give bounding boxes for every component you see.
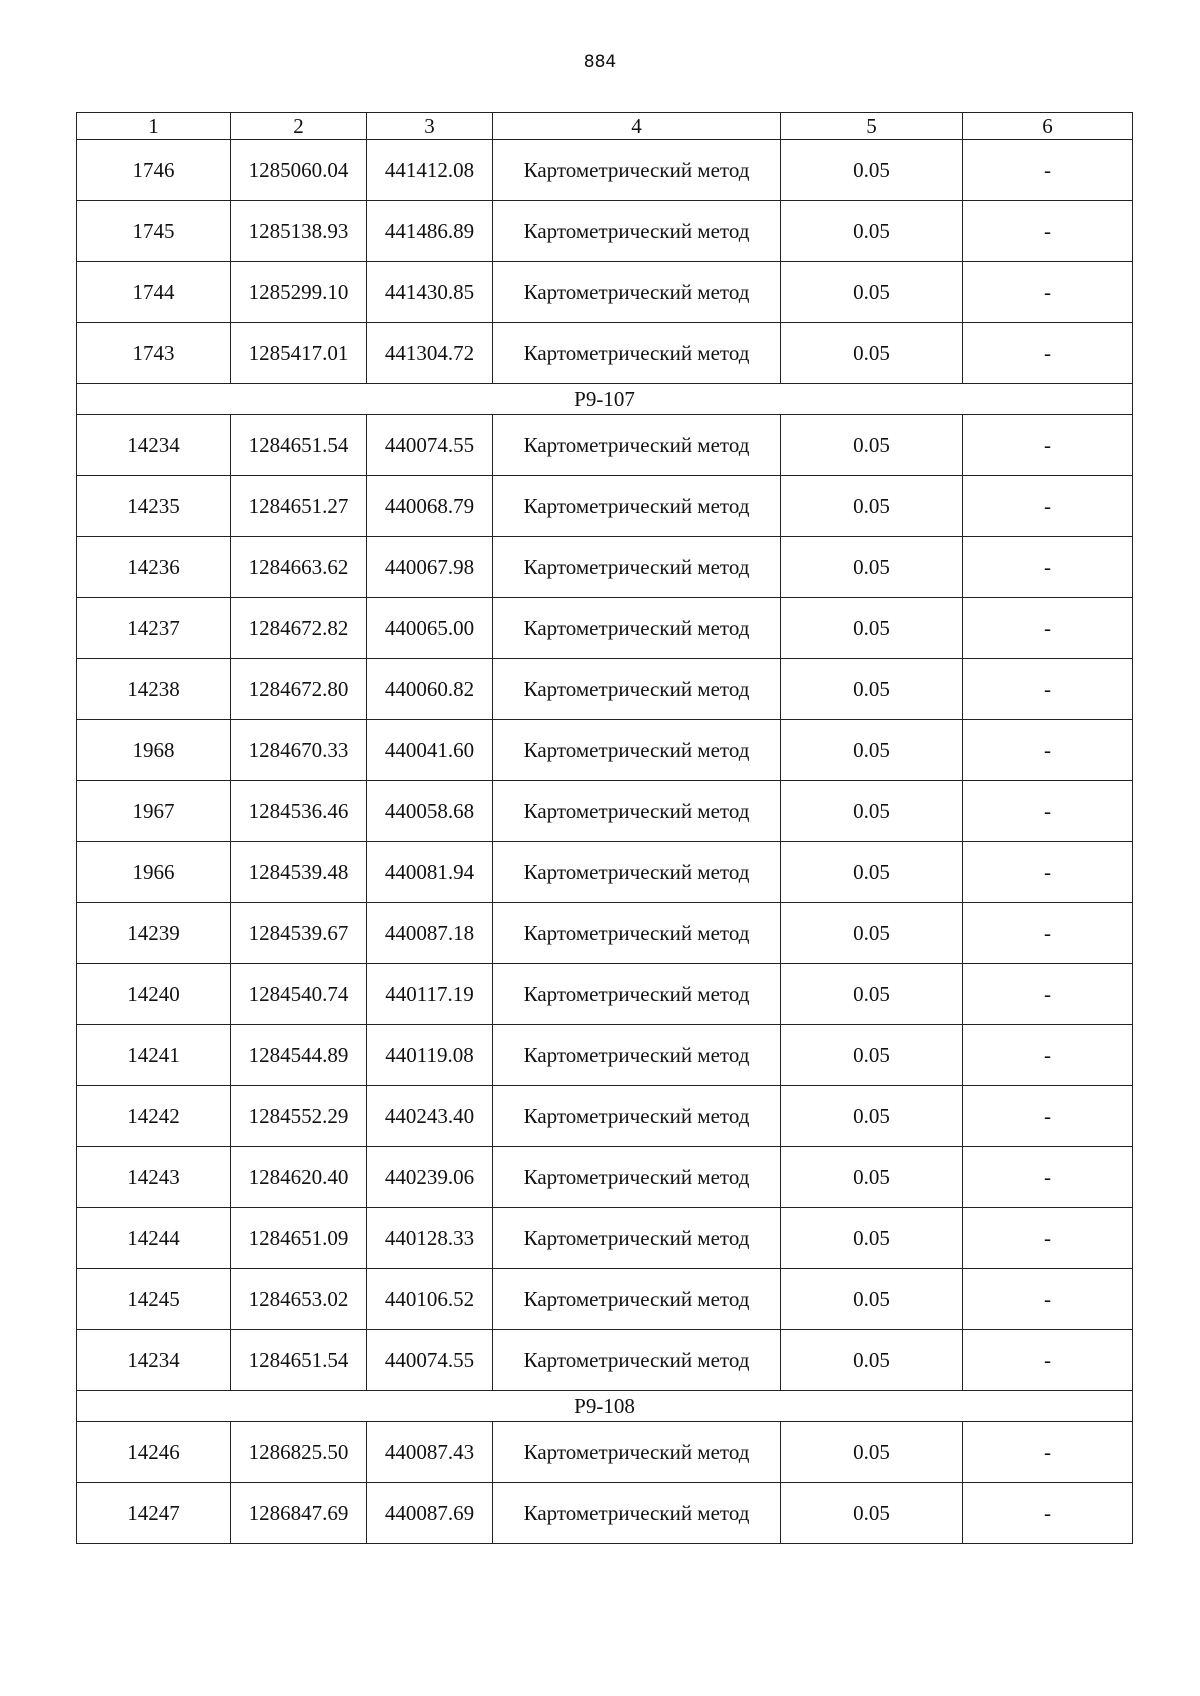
y-coordinate-cell: 441304.72 (367, 323, 493, 384)
section-title: Р9-108 (77, 1391, 1133, 1422)
x-coordinate-cell: 1284540.74 (231, 964, 367, 1025)
note-cell: - (963, 1330, 1133, 1391)
point-number-cell: 14234 (77, 415, 231, 476)
method-cell: Картометрический метод (493, 842, 781, 903)
method-cell: Картометрический метод (493, 903, 781, 964)
y-coordinate-cell: 440058.68 (367, 781, 493, 842)
section-title-row (77, 1391, 1133, 1422)
table-row (77, 140, 1133, 201)
x-coordinate-cell: 1284539.67 (231, 903, 367, 964)
x-coordinate-cell: 1284544.89 (231, 1025, 367, 1086)
y-coordinate-cell: 440074.55 (367, 1330, 493, 1391)
point-number-cell: 14247 (77, 1483, 231, 1544)
y-coordinate-cell: 441412.08 (367, 140, 493, 201)
method-cell: Картометрический метод (493, 415, 781, 476)
table-row (77, 964, 1133, 1025)
table-row (77, 659, 1133, 720)
note-cell: - (963, 1086, 1133, 1147)
method-cell: Картометрический метод (493, 1147, 781, 1208)
method-cell: Картометрический метод (493, 781, 781, 842)
table-row (77, 842, 1133, 903)
x-coordinate-cell: 1284539.48 (231, 842, 367, 903)
x-coordinate-cell: 1284672.82 (231, 598, 367, 659)
method-cell: Картометрический метод (493, 201, 781, 262)
note-cell: - (963, 598, 1133, 659)
x-coordinate-cell: 1284651.54 (231, 415, 367, 476)
point-number-cell: 14238 (77, 659, 231, 720)
note-cell: - (963, 842, 1133, 903)
point-number-cell: 14235 (77, 476, 231, 537)
note-cell: - (963, 1483, 1133, 1544)
x-coordinate-cell: 1284651.09 (231, 1208, 367, 1269)
x-coordinate-cell: 1285138.93 (231, 201, 367, 262)
method-cell: Картометрический метод (493, 537, 781, 598)
method-cell: Картометрический метод (493, 323, 781, 384)
table-row (77, 537, 1133, 598)
y-coordinate-cell: 440081.94 (367, 842, 493, 903)
note-cell: - (963, 1208, 1133, 1269)
y-coordinate-cell: 440041.60 (367, 720, 493, 781)
table-row (77, 1422, 1133, 1483)
table-row (77, 1269, 1133, 1330)
accuracy-cell: 0.05 (781, 262, 963, 323)
column-header-5: 5 (781, 113, 963, 140)
column-header-2: 2 (231, 113, 367, 140)
table-row (77, 1086, 1133, 1147)
point-number-cell: 14236 (77, 537, 231, 598)
accuracy-cell: 0.05 (781, 1147, 963, 1208)
point-number-cell: 1744 (77, 262, 231, 323)
accuracy-cell: 0.05 (781, 1208, 963, 1269)
column-header-3: 3 (367, 113, 493, 140)
x-coordinate-cell: 1284651.27 (231, 476, 367, 537)
point-number-cell: 14242 (77, 1086, 231, 1147)
x-coordinate-cell: 1285060.04 (231, 140, 367, 201)
table-row (77, 323, 1133, 384)
point-number-cell: 1966 (77, 842, 231, 903)
header-row (77, 113, 1133, 140)
y-coordinate-cell: 441486.89 (367, 201, 493, 262)
table-row (77, 1147, 1133, 1208)
note-cell: - (963, 262, 1133, 323)
x-coordinate-cell: 1284620.40 (231, 1147, 367, 1208)
accuracy-cell: 0.05 (781, 1269, 963, 1330)
table-row (77, 598, 1133, 659)
y-coordinate-cell: 440068.79 (367, 476, 493, 537)
accuracy-cell: 0.05 (781, 537, 963, 598)
y-coordinate-cell: 440087.18 (367, 903, 493, 964)
method-cell: Картометрический метод (493, 598, 781, 659)
y-coordinate-cell: 440087.43 (367, 1422, 493, 1483)
note-cell: - (963, 659, 1133, 720)
x-coordinate-cell: 1284672.80 (231, 659, 367, 720)
x-coordinate-cell: 1285417.01 (231, 323, 367, 384)
y-coordinate-cell: 440243.40 (367, 1086, 493, 1147)
y-coordinate-cell: 440117.19 (367, 964, 493, 1025)
column-header-1: 1 (77, 113, 231, 140)
method-cell: Картометрический метод (493, 1422, 781, 1483)
coordinates-table (76, 112, 1133, 1544)
section-title: Р9-107 (77, 384, 1133, 415)
note-cell: - (963, 323, 1133, 384)
accuracy-cell: 0.05 (781, 1330, 963, 1391)
point-number-cell: 14240 (77, 964, 231, 1025)
note-cell: - (963, 140, 1133, 201)
y-coordinate-cell: 440065.00 (367, 598, 493, 659)
table-row (77, 1025, 1133, 1086)
x-coordinate-cell: 1284670.33 (231, 720, 367, 781)
x-coordinate-cell: 1284651.54 (231, 1330, 367, 1391)
accuracy-cell: 0.05 (781, 903, 963, 964)
accuracy-cell: 0.05 (781, 842, 963, 903)
point-number-cell: 14239 (77, 903, 231, 964)
y-coordinate-cell: 440119.08 (367, 1025, 493, 1086)
table-row (77, 201, 1133, 262)
table-row (77, 476, 1133, 537)
section-title-row (77, 384, 1133, 415)
method-cell: Картометрический метод (493, 659, 781, 720)
point-number-cell: 14243 (77, 1147, 231, 1208)
y-coordinate-cell: 441430.85 (367, 262, 493, 323)
note-cell: - (963, 537, 1133, 598)
table-row (77, 1483, 1133, 1544)
table-row (77, 415, 1133, 476)
column-header-6: 6 (963, 113, 1133, 140)
note-cell: - (963, 1422, 1133, 1483)
method-cell: Картометрический метод (493, 1269, 781, 1330)
point-number-cell: 14237 (77, 598, 231, 659)
note-cell: - (963, 720, 1133, 781)
x-coordinate-cell: 1284653.02 (231, 1269, 367, 1330)
point-number-cell: 14234 (77, 1330, 231, 1391)
note-cell: - (963, 415, 1133, 476)
method-cell: Картометрический метод (493, 1208, 781, 1269)
point-number-cell: 1968 (77, 720, 231, 781)
method-cell: Картометрический метод (493, 720, 781, 781)
method-cell: Картометрический метод (493, 1086, 781, 1147)
method-cell: Картометрический метод (493, 1330, 781, 1391)
note-cell: - (963, 903, 1133, 964)
note-cell: - (963, 781, 1133, 842)
y-coordinate-cell: 440106.52 (367, 1269, 493, 1330)
x-coordinate-cell: 1284536.46 (231, 781, 367, 842)
note-cell: - (963, 476, 1133, 537)
point-number-cell: 1745 (77, 201, 231, 262)
accuracy-cell: 0.05 (781, 415, 963, 476)
table-row (77, 781, 1133, 842)
point-number-cell: 1743 (77, 323, 231, 384)
accuracy-cell: 0.05 (781, 1086, 963, 1147)
note-cell: - (963, 964, 1133, 1025)
table-row (77, 903, 1133, 964)
y-coordinate-cell: 440074.55 (367, 415, 493, 476)
note-cell: - (963, 1147, 1133, 1208)
table-body (77, 140, 1133, 1544)
x-coordinate-cell: 1284552.29 (231, 1086, 367, 1147)
accuracy-cell: 0.05 (781, 140, 963, 201)
point-number-cell: 1967 (77, 781, 231, 842)
y-coordinate-cell: 440239.06 (367, 1147, 493, 1208)
table-row (77, 1330, 1133, 1391)
accuracy-cell: 0.05 (781, 659, 963, 720)
point-number-cell: 14241 (77, 1025, 231, 1086)
point-number-cell: 14244 (77, 1208, 231, 1269)
note-cell: - (963, 1269, 1133, 1330)
page-number: 884 (583, 52, 617, 72)
x-coordinate-cell: 1285299.10 (231, 262, 367, 323)
y-coordinate-cell: 440060.82 (367, 659, 493, 720)
table-row (77, 720, 1133, 781)
accuracy-cell: 0.05 (781, 598, 963, 659)
accuracy-cell: 0.05 (781, 964, 963, 1025)
y-coordinate-cell: 440087.69 (367, 1483, 493, 1544)
table-row (77, 1208, 1133, 1269)
method-cell: Картометрический метод (493, 1483, 781, 1544)
method-cell: Картометрический метод (493, 262, 781, 323)
accuracy-cell: 0.05 (781, 201, 963, 262)
point-number-cell: 1746 (77, 140, 231, 201)
x-coordinate-cell: 1286847.69 (231, 1483, 367, 1544)
method-cell: Картометрический метод (493, 964, 781, 1025)
accuracy-cell: 0.05 (781, 1422, 963, 1483)
y-coordinate-cell: 440128.33 (367, 1208, 493, 1269)
method-cell: Картометрический метод (493, 1025, 781, 1086)
note-cell: - (963, 1025, 1133, 1086)
accuracy-cell: 0.05 (781, 476, 963, 537)
table-row (77, 262, 1133, 323)
method-cell: Картометрический метод (493, 476, 781, 537)
accuracy-cell: 0.05 (781, 323, 963, 384)
column-header-4: 4 (493, 113, 781, 140)
point-number-cell: 14245 (77, 1269, 231, 1330)
x-coordinate-cell: 1284663.62 (231, 537, 367, 598)
point-number-cell: 14246 (77, 1422, 231, 1483)
accuracy-cell: 0.05 (781, 781, 963, 842)
note-cell: - (963, 201, 1133, 262)
table-header (77, 113, 1133, 140)
method-cell: Картометрический метод (493, 140, 781, 201)
accuracy-cell: 0.05 (781, 1483, 963, 1544)
accuracy-cell: 0.05 (781, 1025, 963, 1086)
accuracy-cell: 0.05 (781, 720, 963, 781)
x-coordinate-cell: 1286825.50 (231, 1422, 367, 1483)
y-coordinate-cell: 440067.98 (367, 537, 493, 598)
